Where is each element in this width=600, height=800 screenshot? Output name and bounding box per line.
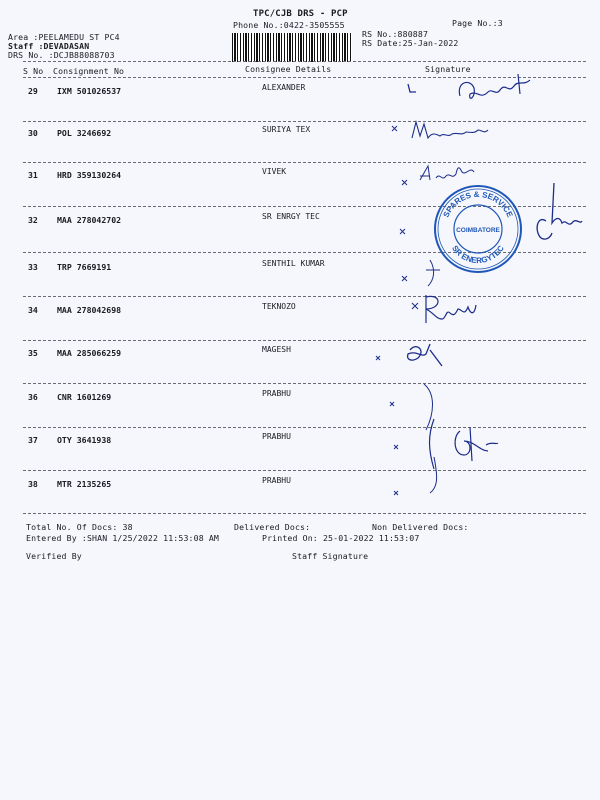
row-consignment: CNR 1601269	[57, 392, 112, 402]
document-title: TPC/CJB DRS - PCP	[253, 9, 348, 19]
row-consignment: MAA 278042702	[57, 215, 122, 225]
barcode	[232, 33, 352, 62]
row-consignment: MAA 285066259	[57, 348, 122, 358]
signature-scribble	[390, 423, 590, 473]
row-consignee: SURIYA TEX	[262, 125, 311, 134]
row-sno: 33	[28, 262, 38, 272]
column-header-consignment: Consignment No	[53, 66, 125, 76]
verified-by: Verified By	[26, 551, 82, 561]
staff-label: Staff :DEVADASAN	[8, 41, 90, 51]
row-consignee: PRABHU	[262, 432, 291, 441]
signature-scribble	[390, 336, 590, 386]
row-consignee: SR ENRGY TEC	[262, 212, 320, 221]
svg-text:SPARES & SERVICE: SPARES & SERVICE	[441, 189, 515, 219]
entered-by: Entered By :SHAN 1/25/2022 11:53:08 AM	[26, 533, 220, 543]
row-sno: 29	[28, 86, 38, 96]
non-delivered-docs: Non Delivered Docs:	[372, 522, 469, 532]
divider	[23, 513, 586, 514]
row-consignee: PRABHU	[262, 476, 291, 485]
row-consignment: POL 3246692	[57, 128, 112, 138]
staff-signature: Staff Signature	[292, 551, 369, 561]
row-consignment: MAA 278042698	[57, 305, 122, 315]
signature-scribble	[390, 467, 590, 517]
row-sno: 37	[28, 435, 38, 445]
delivered-docs: Delivered Docs:	[234, 522, 311, 532]
divider	[23, 61, 586, 62]
row-consignee: TEKNOZO	[262, 302, 296, 311]
printed-on: Printed On: 25-01-2022 11:53:07	[262, 533, 420, 543]
phone-number: Phone No.:0422-3505555	[233, 20, 345, 30]
svg-text:COIMBATORE: COIMBATORE	[456, 227, 500, 234]
area-label: Area :PEELAMEDU ST PC4	[8, 32, 120, 42]
row-consignment: TRP 7669191	[57, 262, 112, 272]
row-sno: 35	[28, 348, 38, 358]
row-sno: 34	[28, 305, 38, 315]
row-consignee: ALEXANDER	[262, 83, 306, 92]
row-sno: 32	[28, 215, 38, 225]
svg-text:SR ENERGYTEC: SR ENERGYTEC	[450, 243, 506, 266]
page-number: Page No.:3	[452, 18, 503, 28]
column-header-signature: Signature	[425, 64, 471, 74]
row-consignment: MTR 2135265	[57, 479, 112, 489]
drs-number: DRS No. :DCJB88088703	[8, 50, 115, 60]
row-sno: 30	[28, 128, 38, 138]
column-header-sno: S No	[23, 66, 44, 76]
rs-number: RS No.:880887	[362, 29, 429, 39]
row-consignee: SENTHIL KUMAR	[262, 259, 325, 268]
company-seal-stamp	[432, 183, 524, 275]
row-sno: 36	[28, 392, 38, 402]
row-consignment: OTY 3641938	[57, 435, 112, 445]
row-consignment: HRD 359130264	[57, 170, 122, 180]
row-consignee: VIVEK	[262, 167, 287, 176]
row-sno: 31	[28, 170, 38, 180]
rs-date: RS Date:25-Jan-2022	[362, 38, 459, 48]
row-consignment: IXM 501026537	[57, 86, 122, 96]
total-docs: Total No. Of Docs: 38	[26, 522, 133, 532]
table-row	[0, 476, 600, 523]
row-consignee: MAGESH	[262, 345, 291, 354]
column-header-consignee: Consignee Details	[245, 64, 332, 74]
row-consignee: PRABHU	[262, 389, 291, 398]
row-sno: 38	[28, 479, 38, 489]
